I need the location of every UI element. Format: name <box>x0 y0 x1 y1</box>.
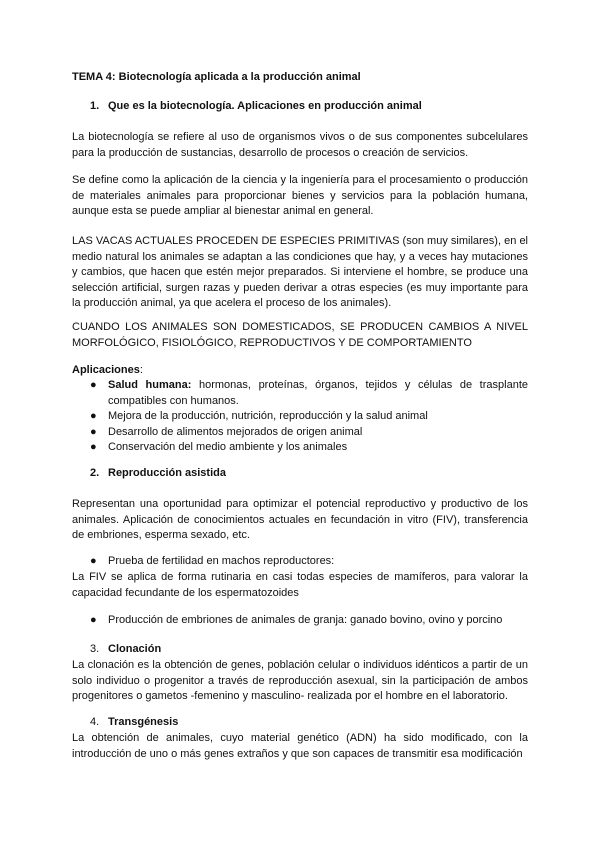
section-1-paragraph-2: Se define como la aplicación de la ciencia y la ingeniería para el procesamiento o producción de materiales animales para proporcionar bienes y servicios para la población humana, aunque esta se puede ampliar al bienestar animal en general. <box>72 174 528 218</box>
section-2-paragraph-2: La FIV se aplica de forma rutinaria en casi todas especies de mamíferos, para valorar la capacidad fecundante de los espermatozoides <box>72 571 528 599</box>
bullet-icon: ● <box>90 441 97 454</box>
section-1-heading <box>90 100 422 112</box>
section-3-heading <box>90 643 161 655</box>
list-item: ● Producción de embriones de animales de granja: ganado bovino, ovino y porcino <box>90 613 528 629</box>
section-1-paragraph-3: LAS VACAS ACTUALES PROCEDEN DE ESPECIES PRIMITIVAS (son muy similares), en el medio natural los animales se adaptan a las condiciones que hay, y a veces hay mutaciones y cambios, que hacen que estén mejor preparados. Si interviene el hombre, se produce una selección artificial, surgen razas y pueden derivar a otras especies (es muy importante para la producción animal, ya que acelera el proceso de los animales). <box>72 235 528 310</box>
bullet-icon: ● <box>90 425 97 438</box>
list-item: ● Desarrollo de alimentos mejorados de origen animal <box>90 425 528 441</box>
section-1-paragraph-1: La biotecnología se refiere al uso de organismos vivos o de sus componentes subcelulares para la producción de sustancias, desarrollo de procesos o creación de servicios. <box>72 131 528 159</box>
section-2-bullet-2 <box>90 613 528 629</box>
list-item: ● Prueba de fertilidad en machos reproductores: <box>90 554 528 570</box>
section-3-paragraph-1: La clonación es la obtención de genes, población celular o individuos idénticos a partir de un solo individuo o progenitor a través de reproducción asexual, sin la participación de ambos progenitores o gametos -femenino y masculino- realizada por el hombre en el laboratorio. <box>72 659 528 703</box>
section-1-number: 1. <box>90 100 100 112</box>
bullet-icon: ● <box>90 379 97 391</box>
section-2-title: Reproducción asistida <box>108 467 226 479</box>
section-2-number: 2. <box>90 467 100 479</box>
bullet-icon: ● <box>90 410 97 423</box>
section-4-heading <box>90 716 178 728</box>
section-1-title: Que es la biotecnología. Aplicaciones en producción animal <box>108 100 422 112</box>
list-item: ● Mejora de la producción, nutrición, reproducción y la salud animal <box>90 409 528 425</box>
section-2-heading <box>90 467 226 479</box>
applications-heading: Aplicaciones: <box>72 364 143 376</box>
section-2-bullet-1 <box>90 554 528 570</box>
section-3-number: 3. <box>90 643 100 655</box>
bullet-icon: ● <box>90 614 97 626</box>
document-title: TEMA 4: Biotecnología aplicada a la producción animal <box>72 71 361 83</box>
section-1-paragraph-4: CUANDO LOS ANIMALES SON DOMESTICADOS, SE PRODUCEN CAMBIOS A NIVEL MORFOLÓGICO, FISIOLÓGICO, REPRODUCTIVOS Y DE COMPORTAMIENTO <box>72 321 528 349</box>
section-4-number: 4. <box>90 716 100 728</box>
applications-label: Aplicaciones <box>72 364 140 376</box>
section-3-title: Clonación <box>108 643 162 655</box>
list-item: ● Conservación del medio ambiente y los animales <box>90 440 528 456</box>
section-4-paragraph-1: La obtención de animales, cuyo material genético (ADN) ha sido modificado, con la introducción de uno o más genes extraños y que son capaces de transmitir esa modificación <box>72 732 528 760</box>
applications-list <box>90 378 528 456</box>
list-item: ● Salud humana: hormonas, proteínas, órganos, tejidos y células de trasplante compatibles con humanos. <box>90 378 528 409</box>
section-4-title: Transgénesis <box>108 716 179 728</box>
section-2-paragraph-1: Representan una oportunidad para optimizar el potencial reproductivo y productivo de los animales. Aplicación de conocimientos actuales en fecundación in vitro (FIV), transferencia de embriones, esperma sexado, etc. <box>72 498 528 542</box>
bullet-icon: ● <box>90 555 97 567</box>
